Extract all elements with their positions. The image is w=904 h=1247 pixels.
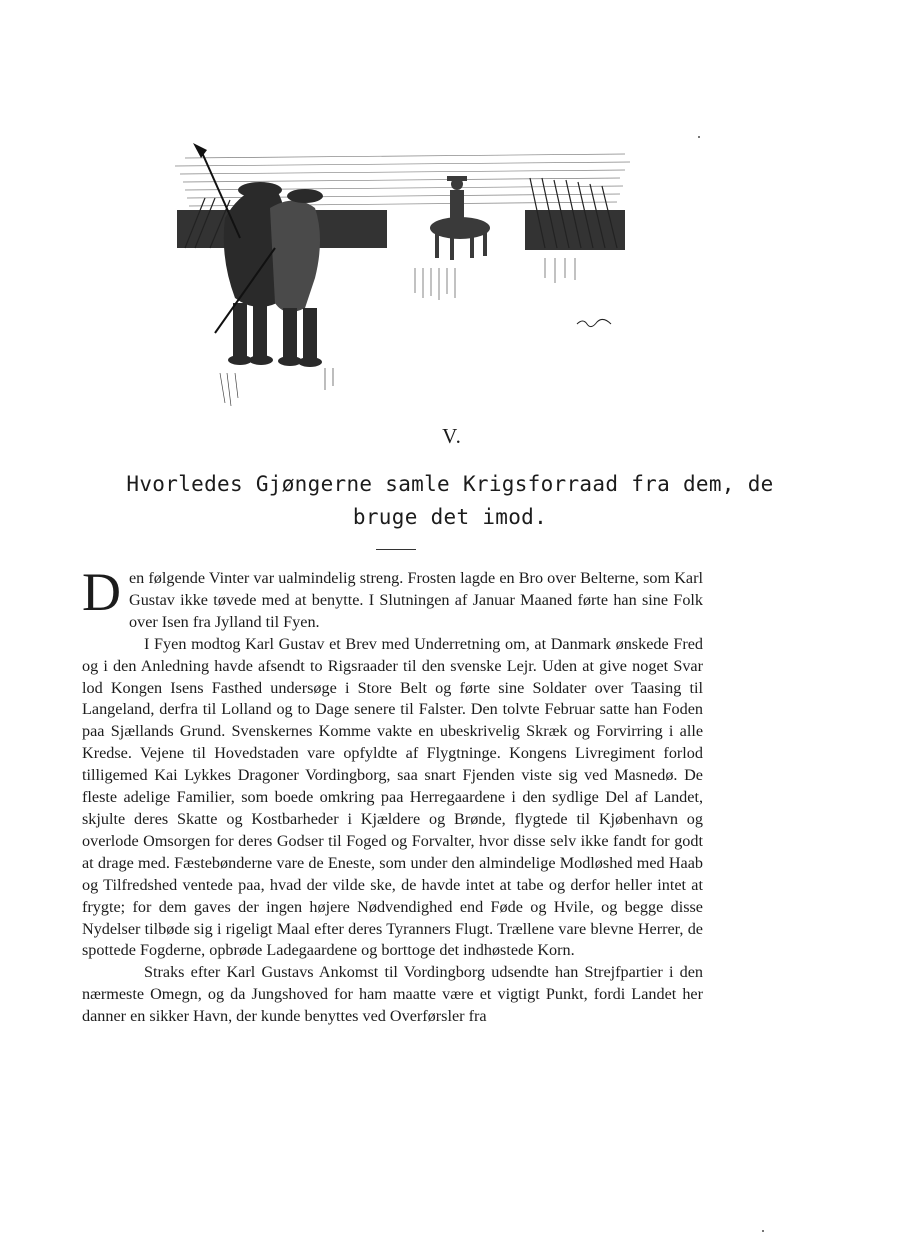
drop-cap: D (82, 562, 121, 622)
paragraph-3: Straks efter Karl Gustavs Ankomst til Vordingborg udsendte han Strejfpartier i den nærmeste Omegn, og da Jungshoved for ham maatte være et vigtigt Punkt, fordi Landet her danner en sikker Havn, der kunde benyttes ved Overførsler fra (82, 963, 703, 1026)
title-divider (376, 549, 416, 550)
page-speck (698, 136, 700, 138)
body-text (82, 562, 703, 1028)
chapter-number: V. (442, 424, 462, 448)
chapter-title: Hvorledes Gjøngerne samle Krigsforraad fra dem, de bruge det imod. (126, 472, 774, 529)
paragraph-1-text: en følgende Vinter var ualmindelig streng. Frosten lagde en Bro over Belterne, som Karl Gustav ikke tøvede med at benytte. I Slutningen af Januar Maaned førte han sine Folk over Isen fra Jylland til Fyen. (129, 569, 703, 631)
paragraph-2: I Fyen modtog Karl Gustav et Brev med Underretning om, at Danmark ønskede Fred og i den Anledning havde afsendt to Rigsraader til den svenske Lejr. Uden at give noget Svar lod Kongen Isens Fasthed undersøge i Store Belt og førte sine Soldater over Taasing til Langeland, derfra til Lolland og to Dage senere til Falster. Den tolvte Februar satte han Foden paa Sjællands Grund. Svenskernes Komme vakte en ubeskrivelig Skræk og Forvirring i alle Kredse. Vejene til Hovedstaden vare opfyldte af Flygtninge. Kongens Livregiment forlod tilligemed Kai Lykkes Dragoner Vordingborg, saa snart Fjenden viste sig ved Masnedø. De fleste adelige Familier, som boede omkring paa Herregaardene i den sydlige Del af Landet, skjulte deres Skatte og Kostbarheder i Kjældere og Brønde, flygtede til Kjøbenhavn og overlode Omsorgen for deres Godser til Foged og Forvalter, hvor disse selv ikke fandt for godt at drage med. Fæstebønderne vare de Eneste, som under den almindelige Modløshed med Haab og Tilfredshed ventede paa, hvad der vilde ske, de havde intet at tabe og derfor heller intet at frygte; for dem gaves der ingen højere Nødvendighed end Føde og Hvile, og begge disse Nydelser tilbøde sig i rigeligt Maal efter deres Tyranners Flugt. Trællene vare blevne Herrer, de spottede Fogderne, opbrøde Ladegaardene og borttoge det indhøstede Korn. (82, 634, 703, 960)
paragraph-1 (82, 562, 703, 634)
page-speck (762, 1230, 764, 1232)
soldiers-on-ice-engraving-icon (165, 128, 635, 408)
